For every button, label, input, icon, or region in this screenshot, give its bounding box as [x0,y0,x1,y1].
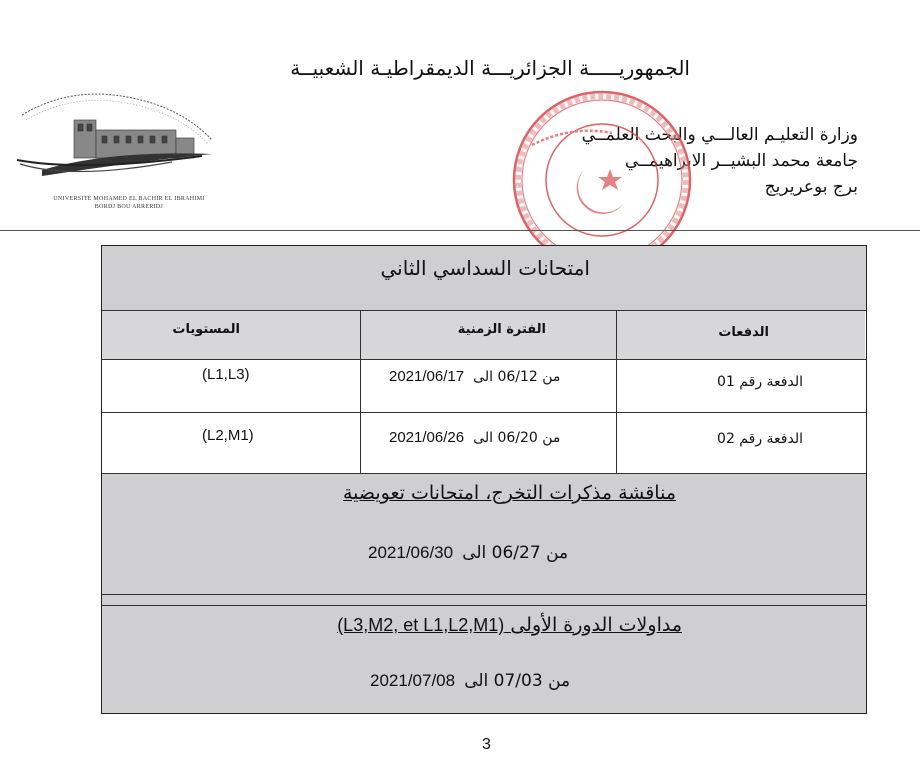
university-name: جامعة محمد البشيــر الابراهيمــي [624,151,858,171]
table-row [102,413,866,474]
header-divider [0,230,920,231]
batch-cell: الدفعة رقم 01 [616,360,865,412]
section-title-band [102,246,866,311]
levels-cell: (L2,M1) [202,427,254,444]
period-cell: 2021/06/26 من 06/20 الى [360,413,616,473]
defense-exams-title: مناقشة مذكرات التخرج، امتحانات تعويضية [342,482,676,504]
table-header-row [102,311,866,360]
spacer-band [102,595,866,606]
levels-cell: (L1,L3) [202,366,250,383]
city-name: برج بوعريريج [764,177,858,197]
page-number: 3 [482,736,491,753]
deliberations-title: (L3,M2, et L1,L2,M1) مداولات الدورة الأولى [337,614,682,636]
period-cell: 2021/06/17 من 06/12 الى [360,360,616,412]
deliberations-period: 2021/07/08 من 07/03 الى [370,671,571,691]
logo-caption: UNIVERSITE MOHAMED EL BACHIR EL IBRAHIMI BORDJ BOU ARRERIDJ [53,196,205,210]
ministry-name: وزارة التعليـم العالـــي والبحث العلمــي [581,125,858,145]
header-period: الفترة الزمنية [360,311,616,359]
second-semester-exams-title: امتحانات السداسي الثاني [380,256,590,280]
republic-title: الجمهوريـــــة الجزائريـــة الديمقراطيـة الشعبيــة [290,56,690,80]
header-levels: المستويات [102,311,360,359]
batch-cell: الدفعة رقم 02 [616,413,865,473]
defense-section-band [102,474,866,595]
table-row [102,360,866,413]
header-batches: الدفعات [616,311,865,359]
deliberations-section-band [102,606,866,713]
exam-schedule-table [101,245,867,714]
defense-period: 2021/06/30 من 06/27 الى [368,543,569,563]
